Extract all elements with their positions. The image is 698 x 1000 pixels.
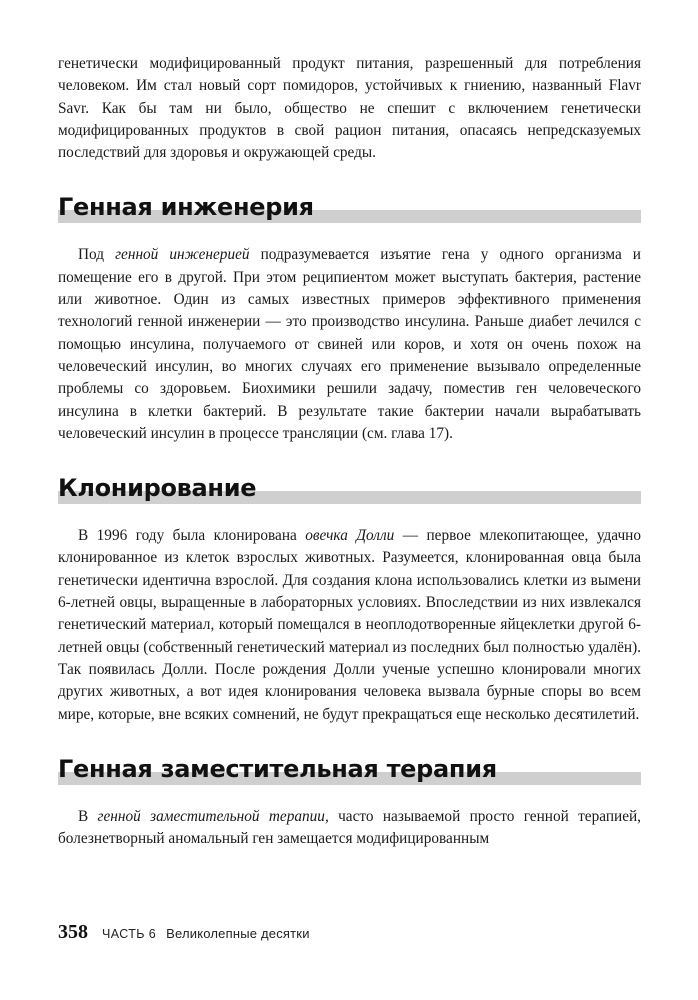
part-title: Великолепные десятки — [166, 926, 310, 941]
section-heading-cloning — [58, 473, 641, 505]
page-number: 358 — [58, 921, 88, 943]
section-title: Генная инженерия — [58, 193, 314, 222]
italic-term: генной заместительной терапии, — [97, 807, 329, 825]
section-paragraph-cloning: В 1996 году была клонирована овечка Долли — первое млекопитающее, удачно клонированное из клеток взрослых животных. Разумеется, клонированная овца была генетически идентична взрослой. Для создания клона использовались клетки из вымени 6-летней овцы, выращенные в лабораторных условиях. Впоследствии из них извлекался генетический материал, который помещался в неоплодотворенные яйцеклетки другой 6-летней овцы (собственный генетический материал из последних был полностью удалён). Так появилась Долли. После рождения Долли ученые успешно клонировали многих других животных, а вот идея клонирования человека вызвала бурные споры во всем мире, которые, вне всяких сомнений, не будут прекращаться еще несколько десятилетий. — [58, 527, 641, 723]
section-heading-genetic-engineering — [58, 192, 641, 224]
italic-term: генной инженерией — [115, 246, 250, 264]
section-heading-gene-therapy — [58, 754, 641, 786]
intro-paragraph: генетически модифицированный продукт питания, разрешенный для потребления человеком. Им стал новый сорт помидоров, устойчивых к гниению, названный Flavr Savr. Как бы там ни было, общество не спешит с включением генетически модифицированных продуктов в свой рацион питания, опасаясь непредсказуемых последствий для здоровья и окружающей среды. — [58, 55, 641, 162]
italic-term: овечка Долли — [305, 527, 395, 545]
section-paragraph-genetic-engineering: Под генной инженерией подразумевается изъятие гена у одного организма и помещение его в другой. При этом реципиентом может выступать бактерия, растение или животное. Один из самых известных примеров эффективного применения технологий генной инженерии — это производство инсулина. Раньше диабет лечился с помощью инсулина, получаемого от свиней или коров, и хотя он очень похож на человеческий инсулин, во многих случаях его применение вызывало определенные проблемы со здоровьем. Биохимики решили задачу, поместив ген человеческого инсулина в клетки бактерий. В результате такие бактерии начали вырабатывать человеческий инсулин в процессе трансляции (см. глава 17). — [58, 246, 641, 442]
page-footer — [58, 921, 310, 944]
part-label: ЧАСТЬ 6 — [102, 927, 157, 941]
page-content — [58, 53, 641, 850]
section-title: Генная заместительная терапия — [58, 754, 497, 783]
section-paragraph-gene-therapy: В генной заместительной терапии, часто называемой просто генной терапией, болезнетворный аномальный ген замещается модифицированным — [58, 807, 641, 848]
section-title: Клонирование — [58, 474, 257, 503]
